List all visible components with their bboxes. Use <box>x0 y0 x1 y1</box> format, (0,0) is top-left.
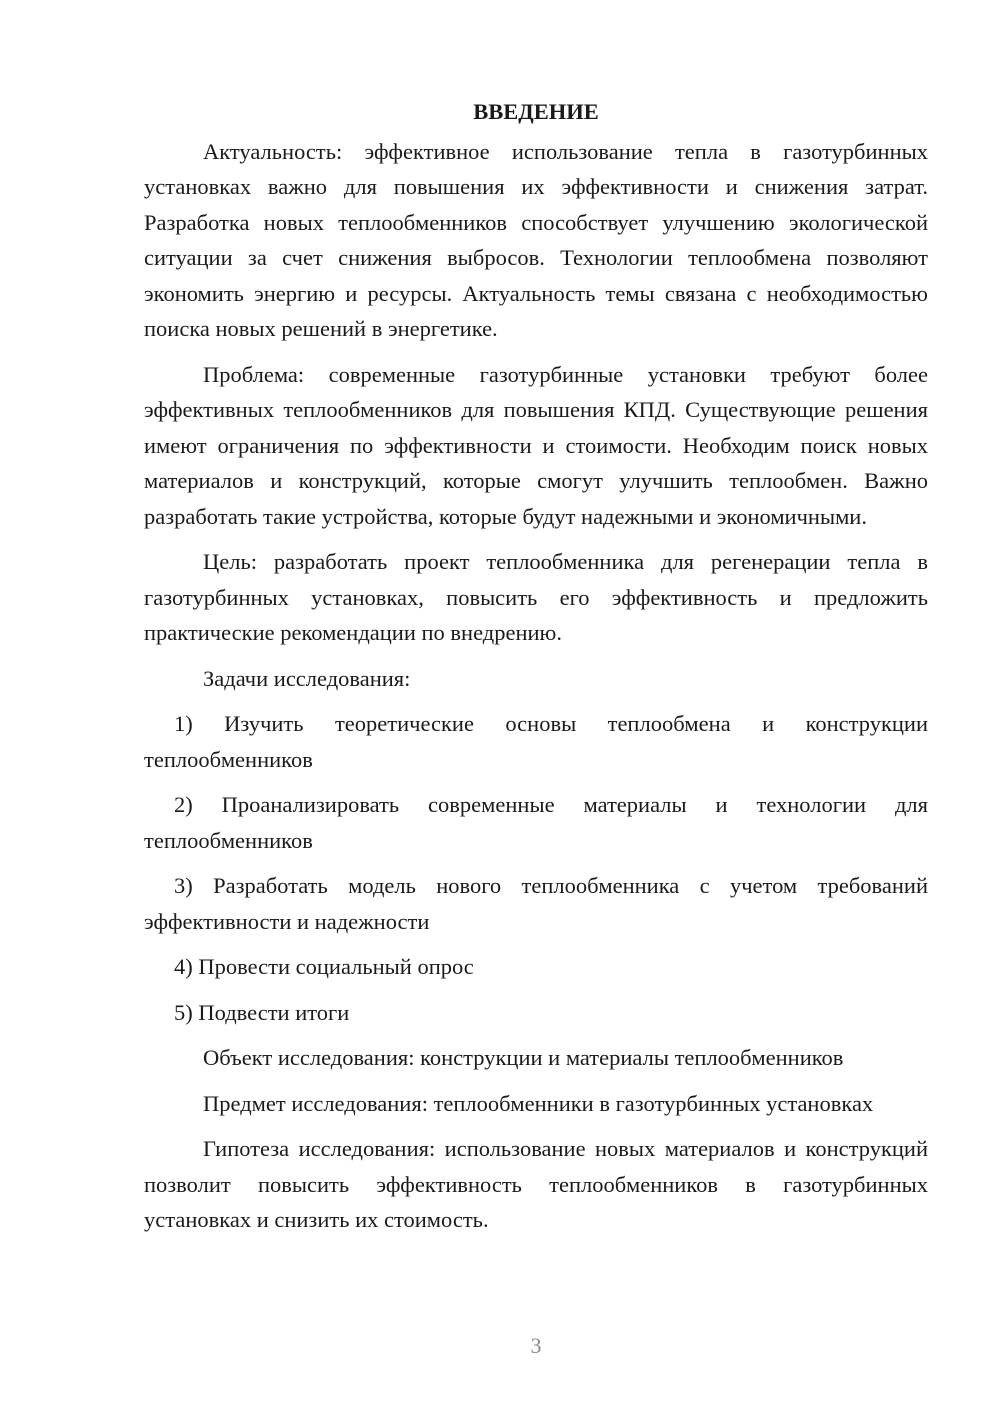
research-subject-paragraph: Предмет исследования: теплообменники в газотурбинных установках <box>203 1090 874 1116</box>
research-hypothesis-paragraph: Гипотеза исследования: использование новых материалов и конструкций позволит повысить эффективность теплообменников в газотурбинных установках и снизить их стоимость. <box>144 1136 928 1232</box>
task-item-4: 4) Провести социальный опрос <box>174 954 474 979</box>
task-item-3: 3) Разработать модель нового теплообменника с учетом требований эффективности и надежности <box>144 873 928 934</box>
task-item-1: 1) Изучить теоретические основы теплообмена и конструкции теплообменников <box>144 711 928 772</box>
goal-paragraph: Цель: разработать проект теплообменника для регенерации тепла в газотурбинных установках, повысить его эффективность и предложить практические рекомендации по внедрению. <box>144 549 928 645</box>
relevance-paragraph: Актуальность: эффективное использование тепла в газотурбинных установках важно для повышения их эффективности и снижения затрат. Разработка новых теплообменников способствует улучшению экологической ситуации за счет снижения выбросов. Технологии теплообмена позволяют экономить энергию и ресурсы. Актуальность темы связана с необходимостью поиска новых решений в энергетике. <box>144 138 928 341</box>
problem-paragraph: Проблема: современные газотурбинные установки требуют более эффективных теплообменников для повышения КПД. Существующие решения имеют ограничения по эффективности и стоимости. Необходим поиск новых материалов и конструкций, которые смогут улучшить теплообмен. Важно разработать такие устройства, которые будут надежными и экономичными. <box>144 361 928 529</box>
task-item-5: 5) Подвести итоги <box>174 999 350 1025</box>
task-item-2: 2) Проанализировать современные материалы и технологии для теплообменников <box>144 792 928 853</box>
page-number: 3 <box>530 1333 542 1358</box>
section-title: ВВЕДЕНИЕ <box>473 99 599 124</box>
page-content <box>144 94 928 1238</box>
tasks-heading: Задачи исследования: <box>203 665 411 691</box>
research-object-paragraph: Объект исследования: конструкции и материалы теплообменников <box>203 1045 844 1070</box>
